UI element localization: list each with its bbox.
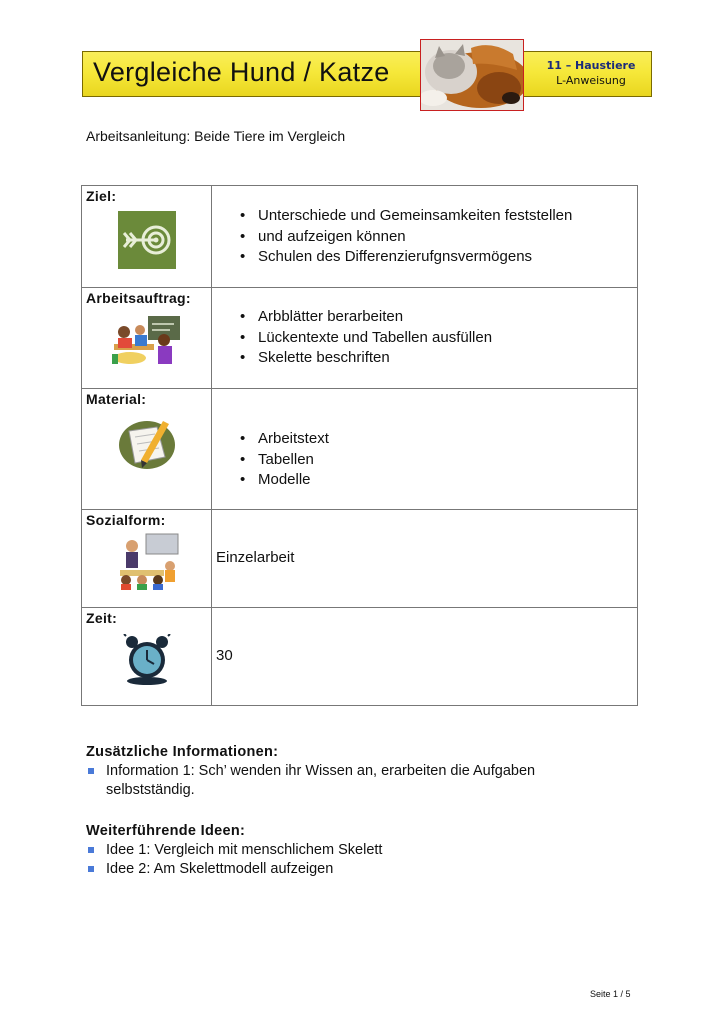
content-cell-material — [212, 389, 638, 510]
additional-info-section — [86, 744, 626, 800]
label-cell-sozialform — [82, 510, 212, 608]
list-item: • Lückentexte und Tabellen ausfüllen — [236, 328, 637, 349]
header-bar — [82, 51, 652, 97]
lesson-table — [81, 185, 638, 706]
alarm-clock-icon — [122, 634, 172, 686]
list-item: • Unterschiede und Gemeinsamkeiten feststellen — [236, 206, 637, 227]
list-item: Idee 2: Am Skelettmodell aufzeigen — [86, 860, 626, 879]
list-item: • Tabellen — [236, 450, 637, 471]
list-item: • Skelette beschriften — [236, 348, 637, 369]
row-label-zeit: Zeit: — [86, 610, 118, 626]
content-cell-ziel — [212, 186, 638, 288]
table-row-zeit — [82, 608, 638, 706]
row-label-material: Material: — [86, 391, 147, 407]
label-cell-ziel — [82, 186, 212, 288]
classroom-icon — [110, 310, 184, 368]
list-item: • Schulen des Differenzierufgnsvermögens — [236, 247, 637, 268]
table-row-sozialform — [82, 510, 638, 608]
further-ideas-section — [86, 823, 626, 879]
zeit-value: 30 — [216, 647, 233, 664]
page-number: Seite 1 / 5 — [590, 989, 631, 999]
content-cell-zeit — [212, 608, 638, 706]
ziel-list — [212, 206, 637, 268]
table-row-material — [82, 389, 638, 510]
content-cell-sozialform — [212, 510, 638, 608]
additional-info-title: Zusätzliche Informationen: — [86, 744, 279, 760]
list-item: • Modelle — [236, 470, 637, 491]
list-item: • Arbblätter berarbeiten — [236, 307, 637, 328]
group-work-icon — [112, 532, 182, 590]
material-list — [212, 429, 637, 491]
label-cell-arbeitsauftrag — [82, 288, 212, 389]
additional-info-list — [86, 762, 626, 800]
page-title: Vergleiche Hund / Katze — [93, 57, 390, 87]
instruction-text: Arbeitsanleitung: Beide Tiere im Vergleich — [86, 128, 346, 144]
topic-badge — [535, 59, 647, 87]
sozialform-value: Einzelarbeit — [216, 549, 295, 566]
list-item: Information 1: Sch’ wenden ihr Wissen an, erarbeiten die Aufgaben selbstständig. — [86, 762, 626, 800]
further-ideas-title: Weiterführende Ideen: — [86, 823, 246, 839]
list-item: • Arbeitstext — [236, 429, 637, 450]
badge-topic: 11 – Haustiere — [546, 59, 636, 72]
row-label-ziel: Ziel: — [86, 188, 117, 204]
row-label-sozialform: Sozialform: — [86, 512, 166, 528]
label-cell-zeit — [82, 608, 212, 706]
list-item: Idee 1: Vergleich mit menschlichem Skelett — [86, 841, 626, 860]
content-cell-arbeitsauftrag — [212, 288, 638, 389]
list-item: • und aufzeigen können — [236, 227, 637, 248]
cat-dog-photo — [420, 39, 524, 111]
paper-pencil-icon — [117, 417, 177, 471]
row-label-arbeitsauftrag: Arbeitsauftrag: — [86, 290, 191, 306]
further-ideas-list — [86, 841, 626, 879]
label-cell-material — [82, 389, 212, 510]
table-row-ziel — [82, 186, 638, 288]
arbeitsauftrag-list — [212, 307, 637, 369]
table-row-arbeitsauftrag — [82, 288, 638, 389]
badge-type: L-Anweisung — [556, 74, 626, 87]
target-arrow-icon — [118, 211, 176, 269]
